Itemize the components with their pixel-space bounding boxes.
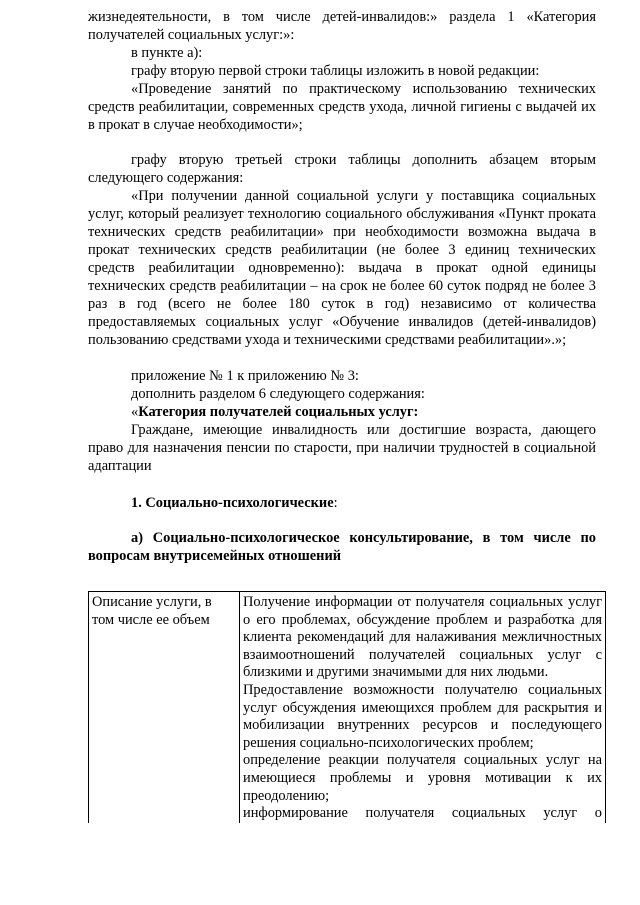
table-cell-label: Описание услуги, в том числе ее объем	[89, 592, 240, 823]
section-colon: :	[333, 495, 338, 511]
paragraph-column-two-third-row: графу вторую третьей строки таблицы дополнить абзацем вторым следующего содержания:	[88, 152, 596, 186]
table-cell-description	[240, 592, 606, 823]
service-table	[88, 591, 606, 823]
description-part: информирование получателя социальных услуг о	[243, 805, 602, 822]
paragraph-intro: жизнедеятельности, в том числе детей-инвалидов:» раздела 1 «Категория получателей социальных услуг:»:	[88, 9, 596, 43]
subsection-heading: а) Социально-психологическое консультирование, в том числе по вопросам внутрисемейных отношений	[88, 530, 596, 564]
paragraph-quoted-rental-text: «При получении данной социальной услуги у поставщика социальных услуг, который реализует технологию социального обслуживания «Пункт проката технических средств реабилитации» при необходимости возможна выдача в прокат технических средств реабилитации (не более 3 единиц технических средств реабилитации одновременно): выдача в прокат одной единицы технических средств реабилитации – на срок не более 60 суток подряд не более 3 раз в год (всего не более 180 суток в год) независимо от количества предоставляемых социальных услуг «Обучение инвалидов (детей-инвалидов) пользованию средствами ухода и техническими средствами реабилитации».»;	[88, 188, 596, 348]
paragraph-category-heading	[88, 403, 596, 421]
paragraph-column-two-first-row: графу вторую первой строки таблицы изложить в новой редакции:	[131, 63, 540, 79]
description-part: Получение информации от получателя социальных услуг о его проблемах, обсуждение проблем и разработка для клиента рекомендаций для налаживания межличностных взаимоотношений получателей социальных услуг с близкими и другими значимыми для них людьми.	[243, 594, 602, 681]
category-title: Категория получателей социальных услуг:	[138, 404, 419, 420]
table-row	[89, 592, 606, 823]
document-body	[88, 8, 596, 565]
paragraph-category-description: Граждане, имеющие инвалидность или достигшие возраста, дающего право для назначения пенсии по старости, при наличии трудностей в социальной адаптации	[88, 422, 596, 474]
paragraph-appendix-ref: приложение № 1 к приложению № 3:	[131, 368, 359, 384]
paragraph-add-section: дополнить разделом 6 следующего содержания:	[131, 386, 425, 402]
description-part: Предоставление возможности получателю социальных услуг обсуждения имеющихся проблем для раскрытия и мобилизации внутренних ресурсов и последующего решения социально-психологических проблем;	[243, 681, 602, 751]
paragraph-point-a: в пункте а):	[131, 45, 203, 61]
quote-mark: «	[131, 404, 139, 420]
description-part: определение реакции получателя социальных услуг на имеющиеся проблемы и уровня мотивации к их преодолению;	[243, 752, 602, 804]
section-title: 1. Социально-психологические	[131, 495, 334, 511]
section-heading	[88, 494, 596, 512]
paragraph-quoted-new-text: «Проведение занятий по практическому использованию технических средств реабилитации, современных средств ухода, личной гигиены с выдачей их в прокат в случае необходимости»;	[88, 81, 596, 133]
